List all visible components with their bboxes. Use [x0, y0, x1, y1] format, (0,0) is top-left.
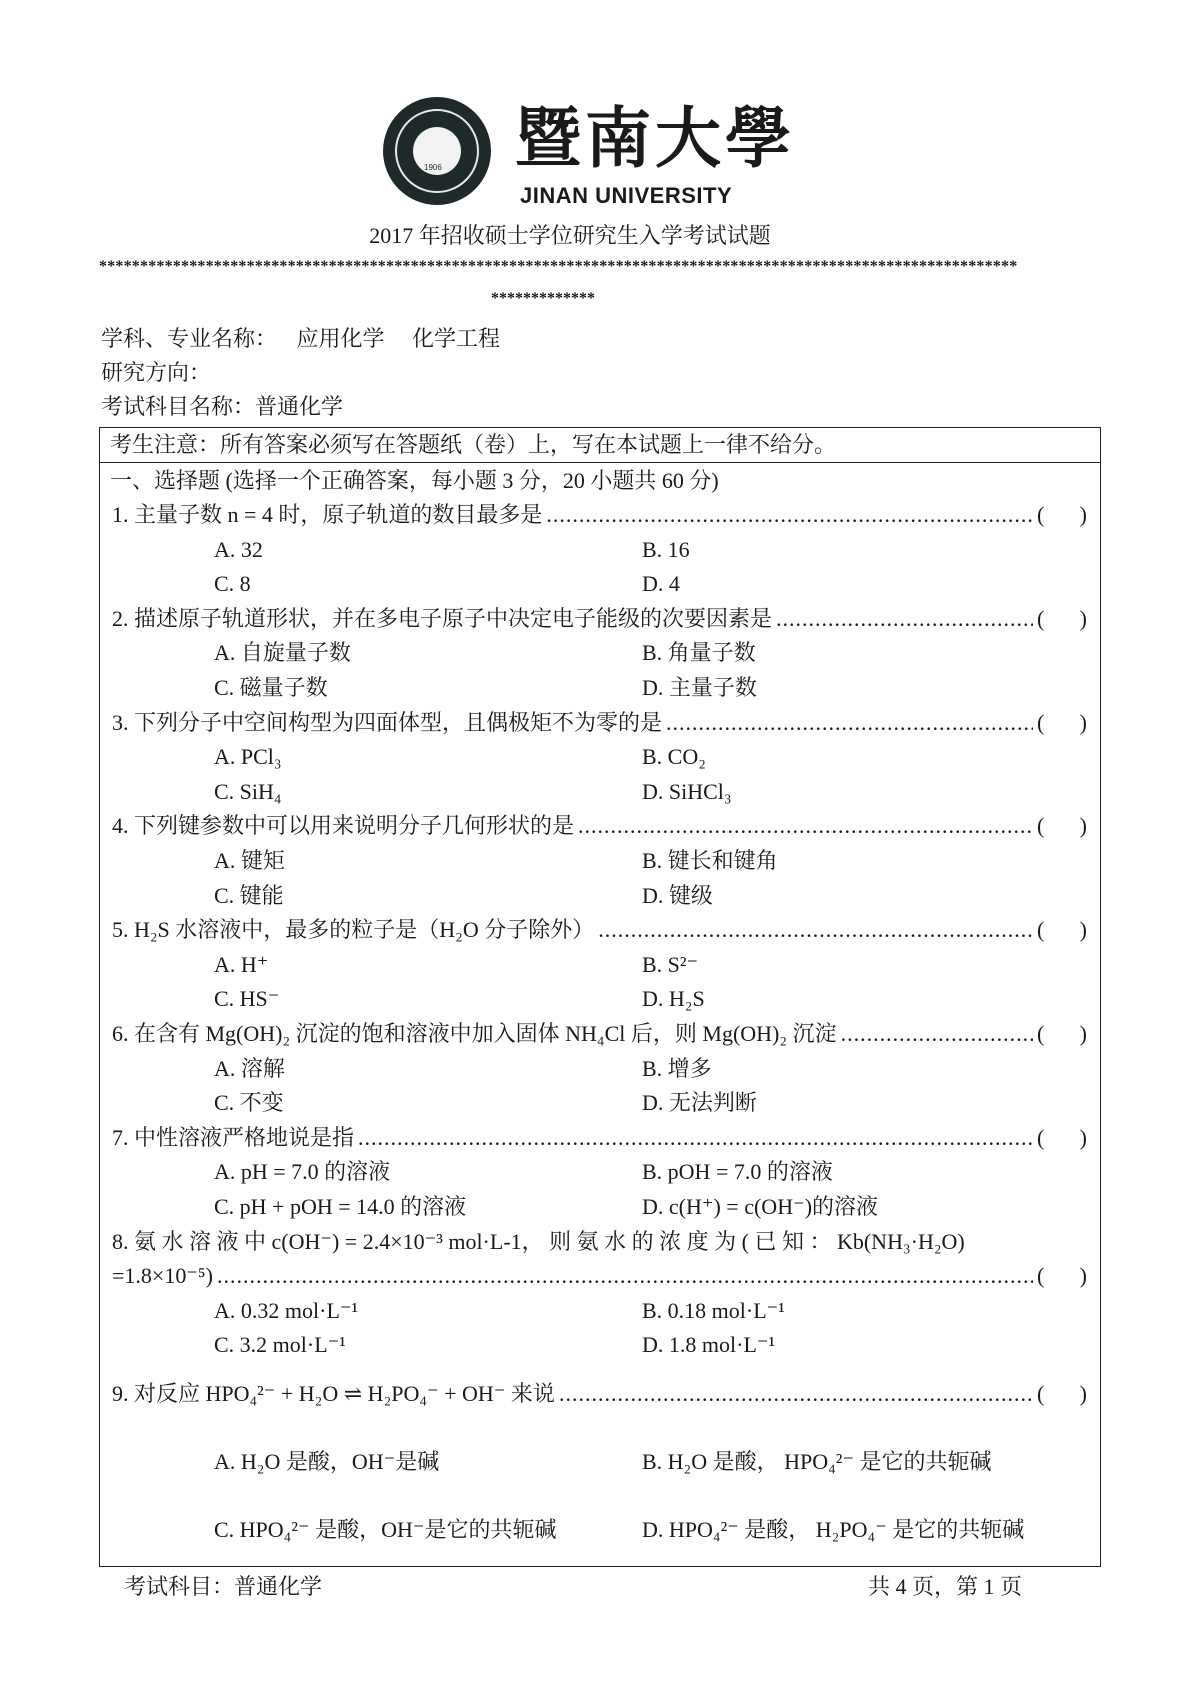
star-divider: **************************************************************************************************************** [99, 258, 1018, 275]
answer-blank [1037, 1377, 1087, 1411]
star-divider: ************* [491, 290, 595, 307]
paren-close: ) [1079, 813, 1087, 839]
question-stem: 9. 对反应 HPO₄²⁻ + H₂O ⇌ H₂PO₄⁻ + OH⁻ 来说 [112, 1381, 555, 1406]
paren-close: ) [1079, 709, 1087, 735]
question-stem: 7. 中性溶液严格地说是指 [112, 1124, 355, 1150]
option-d: D. SiHCl₃ [642, 778, 732, 804]
major-values: 应用化学 化学工程 [296, 326, 501, 351]
option-c: C. 3.2 mol·L⁻¹ [214, 1332, 346, 1358]
dotted-leader [598, 913, 1033, 947]
subject-label: 考试科目名称： [101, 394, 256, 419]
direction-label: 研究方向： [101, 360, 212, 385]
option-d: D. 4 [642, 571, 680, 597]
option-c: C. SiH₄ [214, 778, 282, 804]
option-d: D. HPO₄²⁻ 是酸， H₂PO₄⁻ 是它的共轭碱 [642, 1517, 1025, 1542]
paren-open: ( [1037, 1021, 1045, 1046]
option-b: B. 0.18 mol·L⁻¹ [642, 1297, 785, 1323]
university-name-cn: 暨南大學 [515, 100, 795, 176]
answer-blank [1037, 809, 1087, 843]
question-stem: 1. 主量子数 n = 4 时，原子轨道的数目最多是 [112, 502, 543, 527]
question-stem: 5. H₂S 水溶液中，最多的粒子是（H₂O 分子除外） [112, 917, 595, 943]
option-c: C. 8 [214, 571, 251, 597]
option-a: A. H₂O 是酸，OH⁻是碱 [214, 1449, 440, 1474]
dotted-leader [358, 1121, 1033, 1155]
option-c: C. HS⁻ [214, 986, 280, 1012]
university-seal-logo [383, 97, 491, 205]
paren-open: ( [1037, 605, 1045, 631]
option-a: A. 自旋量子数 [214, 640, 351, 666]
dotted-leader [217, 1259, 1033, 1293]
option-b: B. 增多 [642, 1055, 712, 1081]
option-b: B. S²⁻ [642, 951, 699, 977]
option-b: B. CO₂ [642, 744, 706, 770]
paren-close: ) [1079, 1263, 1087, 1289]
option-d: D. c(H⁺) = c(OH⁻)的溶液 [642, 1194, 879, 1219]
option-a: A. 0.32 mol·L⁻¹ [214, 1297, 359, 1323]
option-a: A. PCl₃ [214, 744, 282, 770]
paren-open: ( [1037, 1124, 1045, 1150]
option-a: A. H⁺ [214, 951, 269, 977]
option-d: D. 主量子数 [642, 675, 757, 700]
paren-open: ( [1037, 917, 1045, 943]
question-3 [112, 706, 1087, 740]
question-2 [112, 602, 1087, 636]
question-stem: 2. 描述原子轨道形状，并在多电子原子中决定电子能级的次要因素是 [112, 605, 773, 631]
option-b: B. 键长和键角 [642, 848, 778, 873]
option-b: B. pOH = 7.0 的溶液 [642, 1159, 833, 1185]
footer-page-count: 共 4 页，第 1 页 [868, 1574, 1023, 1599]
option-a: A. 键矩 [214, 848, 285, 873]
question-5 [112, 913, 1087, 947]
answer-blank [1037, 706, 1087, 740]
paren-close: ) [1079, 1021, 1087, 1046]
paren-close: ) [1079, 1124, 1087, 1150]
question-stem: 6. 在含有 Mg(OH)₂ 沉淀的饱和溶液中加入固体 NH₄Cl 后，则 Mg(OH)₂ 沉淀 [112, 1021, 837, 1046]
answer-blank [1037, 1121, 1087, 1155]
university-name-en: JINAN UNIVERSITY [520, 183, 733, 208]
option-b: B. H₂O 是酸， HPO₄²⁻ 是它的共轭碱 [642, 1449, 992, 1474]
paren-close: ) [1079, 502, 1087, 527]
paren-open: ( [1037, 1381, 1045, 1406]
question-8 [112, 1259, 1087, 1293]
dotted-leader [559, 1377, 1033, 1411]
dotted-leader [546, 498, 1033, 532]
question-stem: 3. 下列分子中空间构型为四面体型，且偶极矩不为零的是 [112, 709, 663, 735]
paren-close: ) [1079, 605, 1087, 631]
option-c: C. 键能 [214, 882, 284, 908]
section-heading: 一、选择题 (选择一个正确答案，每小题 3 分，20 小题共 60 分) [110, 468, 719, 493]
major-label: 学科、专业名称： [101, 326, 278, 351]
question-9 [112, 1377, 1087, 1411]
answer-blank [1037, 498, 1087, 532]
exam-title: 2017 年招收硕士学位研究生入学考试试题 [369, 223, 771, 248]
option-d: D. 键级 [642, 882, 713, 908]
answer-blank [1037, 913, 1087, 947]
question-4 [112, 809, 1087, 843]
paren-open: ( [1037, 813, 1045, 839]
dotted-leader [666, 706, 1033, 740]
paren-open: ( [1037, 709, 1045, 735]
option-b: B. 16 [642, 536, 690, 562]
notice: 考生注意：所有答案必须写在答题纸（卷）上，写在本试题上一律不给分。 [110, 432, 837, 457]
answer-blank [1037, 1017, 1087, 1051]
paren-close: ) [1079, 1381, 1087, 1406]
paren-open: ( [1037, 1263, 1045, 1289]
footer-subject: 考试科目：普通化学 [124, 1574, 323, 1599]
option-c: C. pH + pOH = 14.0 的溶液 [214, 1194, 467, 1219]
option-c: C. HPO₄²⁻ 是酸，OH⁻是它的共轭碱 [214, 1517, 557, 1542]
question-1 [112, 498, 1087, 532]
option-a: A. pH = 7.0 的溶液 [214, 1159, 391, 1185]
subject-line [101, 392, 343, 422]
option-d: D. H₂S [642, 986, 705, 1012]
option-d: D. 1.8 mol·L⁻¹ [642, 1332, 776, 1358]
paren-open: ( [1037, 502, 1045, 527]
paren-close: ) [1079, 917, 1087, 943]
dotted-leader [776, 602, 1033, 636]
option-c: C. 磁量子数 [214, 675, 328, 700]
option-b: B. 角量子数 [642, 640, 756, 666]
question-6 [112, 1017, 1087, 1051]
question-7 [112, 1121, 1087, 1155]
dotted-leader [841, 1017, 1033, 1051]
answer-blank [1037, 602, 1087, 636]
option-c: C. 不变 [214, 1090, 284, 1116]
answer-blank [1037, 1259, 1087, 1293]
seal-year: 1906 [424, 163, 442, 172]
divider [100, 462, 1100, 463]
option-a: A. 溶解 [214, 1055, 285, 1081]
question-stem: 4. 下列键参数中可以用来说明分子几何形状的是 [112, 813, 575, 839]
option-d: D. 无法判断 [642, 1090, 757, 1116]
major-line [101, 324, 500, 354]
question-box [99, 427, 1101, 1567]
subject-value: 普通化学 [255, 394, 344, 419]
option-a: A. 32 [214, 536, 263, 562]
question-stem-line: 8. 氨 水 溶 液 中 c(OH⁻) = 2.4×10⁻³ mol·L-1， 则 氨 水 的 浓 度 为 ( 已 知 ： Kb(NH₃·H₂O) [112, 1228, 965, 1254]
dotted-leader [578, 809, 1033, 843]
question-stem: =1.8×10⁻⁵) [112, 1263, 213, 1289]
